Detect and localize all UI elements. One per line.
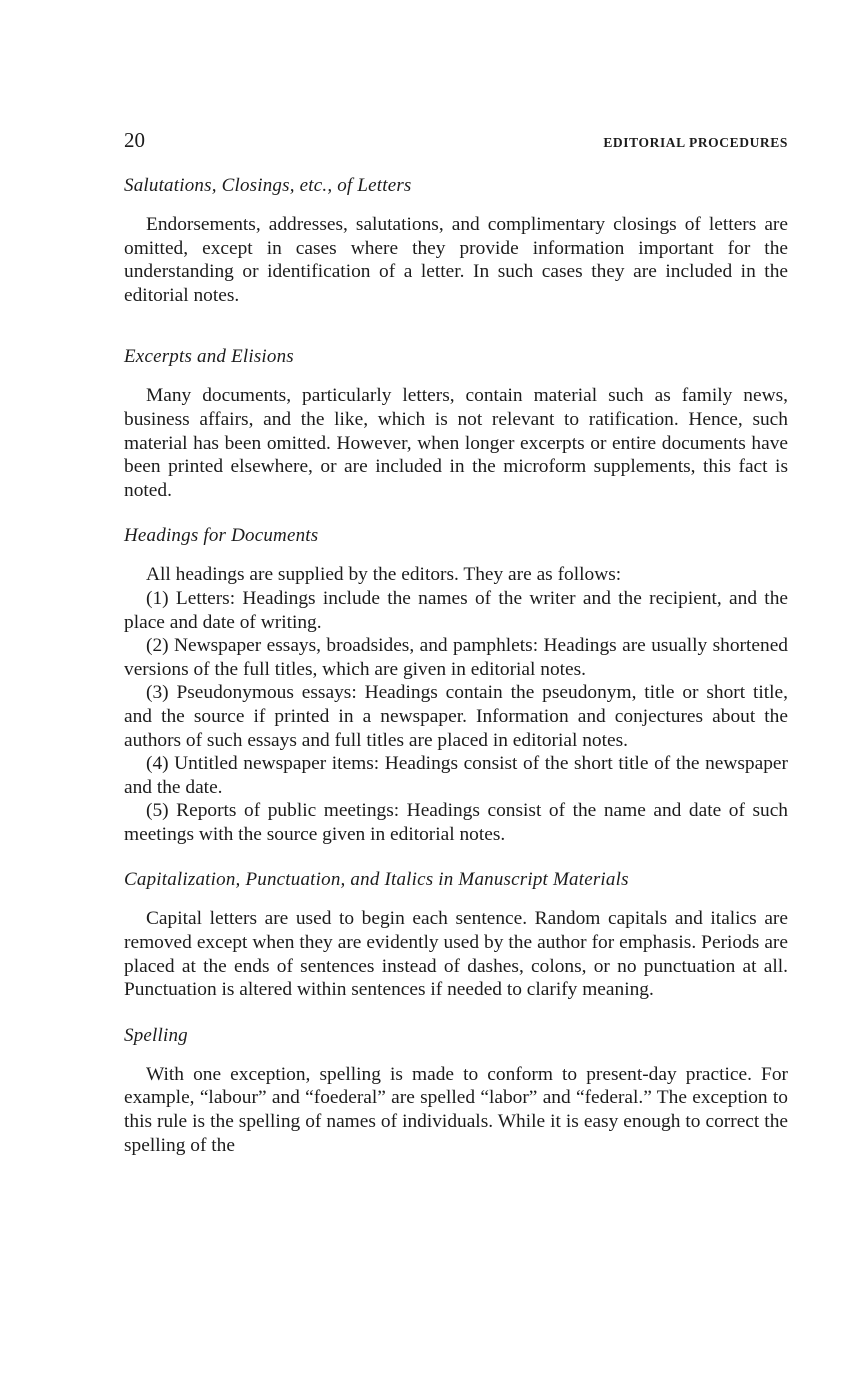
- paragraph: Capital letters are used to begin each sentence. Random capitals and italics are removed except when they are evidently used by the author for emphasis. Periods are placed at the ends of sentences instead of dashes, colons, or no punctuation at all. Punctuation is altered within sentences if needed to clarify meaning.: [124, 908, 788, 1001]
- paragraph: (5) Reports of public meetings: Headings consist of the name and date of such meetings with the source given in editorial notes.: [124, 800, 788, 845]
- section-heading: Excerpts and Elisions: [124, 346, 294, 368]
- paragraph: (2) Newspaper essays, broadsides, and pamphlets: Headings are usually shortened versions of the full titles, which are given in editorial notes.: [124, 635, 788, 680]
- section-heading: Salutations, Closings, etc., of Letters: [124, 175, 412, 196]
- paragraph: (3) Pseudonymous essays: Headings contain the pseudonym, title or short title, and the source if printed in a newspaper. Information and conjectures about the authors of such essays and full titles are placed in editorial notes.: [124, 682, 788, 751]
- document-page: [124, 128, 788, 1179]
- paragraph: (4) Untitled newspaper items: Headings consist of the short title of the newspaper and the date.: [124, 753, 788, 798]
- section-headings: [124, 524, 788, 846]
- section-excerpts: [124, 345, 788, 502]
- paragraph: All headings are supplied by the editors. They are as follows:: [146, 564, 622, 586]
- paragraph: Many documents, particularly letters, contain material such as family news, business affairs, and the like, which is not relevant to ratification. Hence, such material has been omitted. However, when longer excerpts or entire documents have been printed elsewhere, or are included in the microform supplements, this fact is noted.: [124, 385, 788, 501]
- running-title: EDITORIAL PROCEDURES: [603, 135, 788, 150]
- section-salutations: [124, 174, 788, 307]
- page-number: 20: [124, 128, 145, 152]
- section-heading: Capitalization, Punctuation, and Italics in Manuscript Materials: [124, 869, 629, 891]
- paragraph: Endorsements, addresses, salutations, and complimentary closings of letters are omitted, except in cases where they provide information important for the understanding or identification of a letter. In such cases they are included in the editorial notes.: [124, 214, 788, 306]
- paragraph: (1) Letters: Headings include the names of the writer and the recipient, and the place and date of writing.: [124, 587, 788, 633]
- section-spelling: [124, 1024, 788, 1157]
- running-head: [124, 128, 788, 160]
- paragraph: With one exception, spelling is made to conform to present-day practice. For example, “labour” and “foederal” are spelled “labor” and “federal.” The exception to this rule is the spelling of names of individuals. While it is easy enough to correct the spelling of the: [124, 1063, 788, 1156]
- section-heading: Spelling: [124, 1024, 188, 1046]
- section-capitalization: [124, 868, 788, 1001]
- section-heading: Headings for Documents: [124, 525, 319, 547]
